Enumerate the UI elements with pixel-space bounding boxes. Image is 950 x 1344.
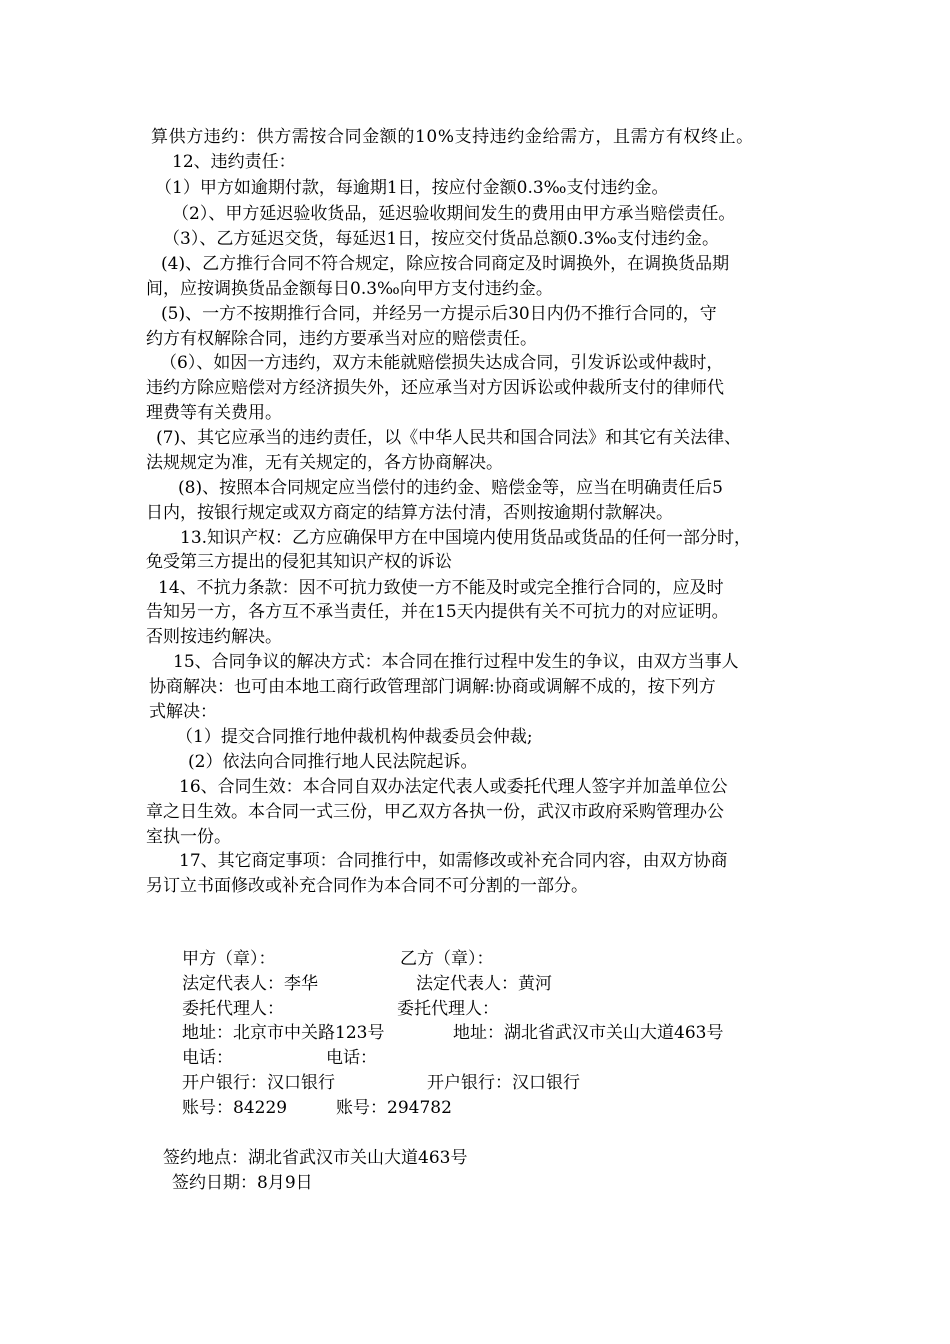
party-b-agent: 委托代理人： <box>397 999 499 1019</box>
clause-line: （3）、乙方延迟交货，每延迟1日，按应交付货品总额0.3‰支付违约金。 <box>163 229 719 249</box>
party-b-account: 账号：294782 <box>336 1098 452 1118</box>
party-b-representative: 法定代表人：黄河 <box>416 974 552 994</box>
clause-line: （6）、如因一方违约，双方未能就赔偿损失达成合同，引发诉讼或仲裁时， <box>160 353 724 373</box>
party-b-seal: 乙方（章）： <box>400 949 494 969</box>
clause-line: 日内，按银行规定或双方商定的结算方法付清，否则按逾期付款解决。 <box>146 503 673 523</box>
section-heading: 14、不抗力条款：因不可抗力致使一方不能及时或完全推行合同的，应及时 <box>158 578 724 598</box>
party-a-bank: 开户银行：汉口银行 <box>182 1073 335 1093</box>
party-a-representative: 法定代表人：李华 <box>182 974 318 994</box>
clause-line: 告知另一方，各方互不承当责任，并在15天内提供有关不可抗力的对应证明。 <box>146 602 729 622</box>
clause-line: 间，应按调换货品金额每日0.3‰向甲方支付违约金。 <box>146 279 553 299</box>
party-a-phone: 电话： <box>182 1048 233 1068</box>
clause-line: (7)、其它应承当的违约责任，以《中华人民共和国合同法》和其它有关法律、 <box>156 428 742 448</box>
party-a-seal: 甲方（章）： <box>182 949 276 969</box>
party-b-address: 地址：湖北省武汉市关山大道463号 <box>453 1023 724 1043</box>
clause-line: (5)、一方不按期推行合同，并经另一方提示后30日内仍不推行合同的，守 <box>161 304 717 324</box>
clause-line: 协商解决：也可由本地工商行政管理部门调解:协商或调解不成的，按下列方 <box>149 677 716 697</box>
clause-line: 式解决： <box>149 702 217 722</box>
section-heading: 12、违约责任： <box>172 152 296 172</box>
clause-line: 章之日生效。本合同一式三份，甲乙双方各执一份，武汉市政府采购管理办公 <box>146 802 724 822</box>
list-item: （1）提交合同推行地仲裁机构仲裁委员会仲裁; <box>176 727 533 747</box>
clause-line: (8)、按照本合同规定应当偿付的违约金、赔偿金等，应当在明确责任后5 <box>178 478 723 498</box>
section-heading: 16、合同生效：本合同自双办法定代表人或委托代理人签字并加盖单位公 <box>179 777 728 797</box>
party-b-bank: 开户银行：汉口银行 <box>427 1073 580 1093</box>
party-a-account: 账号：84229 <box>182 1098 288 1118</box>
clause-line: 算供方违约：供方需按合同金额的10%支持违约金给需方，且需方有权终止。 <box>151 127 754 147</box>
clause-line: （2）、甲方延迟验收货品，延迟验收期间发生的费用由甲方承当赔偿责任。 <box>172 204 736 224</box>
clause-line: 免受第三方提出的侵犯其知识产权的诉讼 <box>146 552 452 572</box>
party-a-address: 地址：北京市中关路123号 <box>182 1023 385 1043</box>
section-heading: 15、合同争议的解决方式：本合同在推行过程中发生的争议，由双方当事人 <box>173 652 739 672</box>
clause-line: 室执一份。 <box>146 827 231 847</box>
clause-line: 理费等有关费用。 <box>146 403 282 423</box>
party-b-phone: 电话： <box>326 1048 377 1068</box>
section-heading: 17、其它商定事项：合同推行中，如需修改或补充合同内容，由双方协商 <box>179 851 728 871</box>
clause-line: 另订立书面修改或补充合同作为本合同不可分割的一部分。 <box>146 876 588 896</box>
clause-line: 法规规定为准，无有关规定的，各方协商解决。 <box>146 453 503 473</box>
clause-line: (4)、乙方推行合同不符合规定，除应按合同商定及时调换外，在调换货品期 <box>161 254 730 274</box>
clause-line: 约方有权解除合同，违约方要承当对应的赔偿责任。 <box>146 329 537 349</box>
clause-line: 违约方除应赔偿对方经济损失外，还应承当对方因诉讼或仲裁所支付的律师代 <box>146 378 724 398</box>
section-heading: 13.知识产权：乙方应确保甲方在中国境内使用货品或货品的任何一部分时， <box>180 528 752 548</box>
clause-line: 否则按违约解决。 <box>146 627 282 647</box>
signing-date: 签约日期：8月9日 <box>172 1173 313 1193</box>
signing-place: 签约地点：湖北省武汉市关山大道463号 <box>163 1148 468 1168</box>
clause-line: （1）甲方如逾期付款，每逾期1日，按应付金额0.3‰支付违约金。 <box>155 178 669 198</box>
list-item: (2）依法向合同推行地人民法院起诉。 <box>188 752 478 772</box>
party-a-agent: 委托代理人： <box>182 999 284 1019</box>
